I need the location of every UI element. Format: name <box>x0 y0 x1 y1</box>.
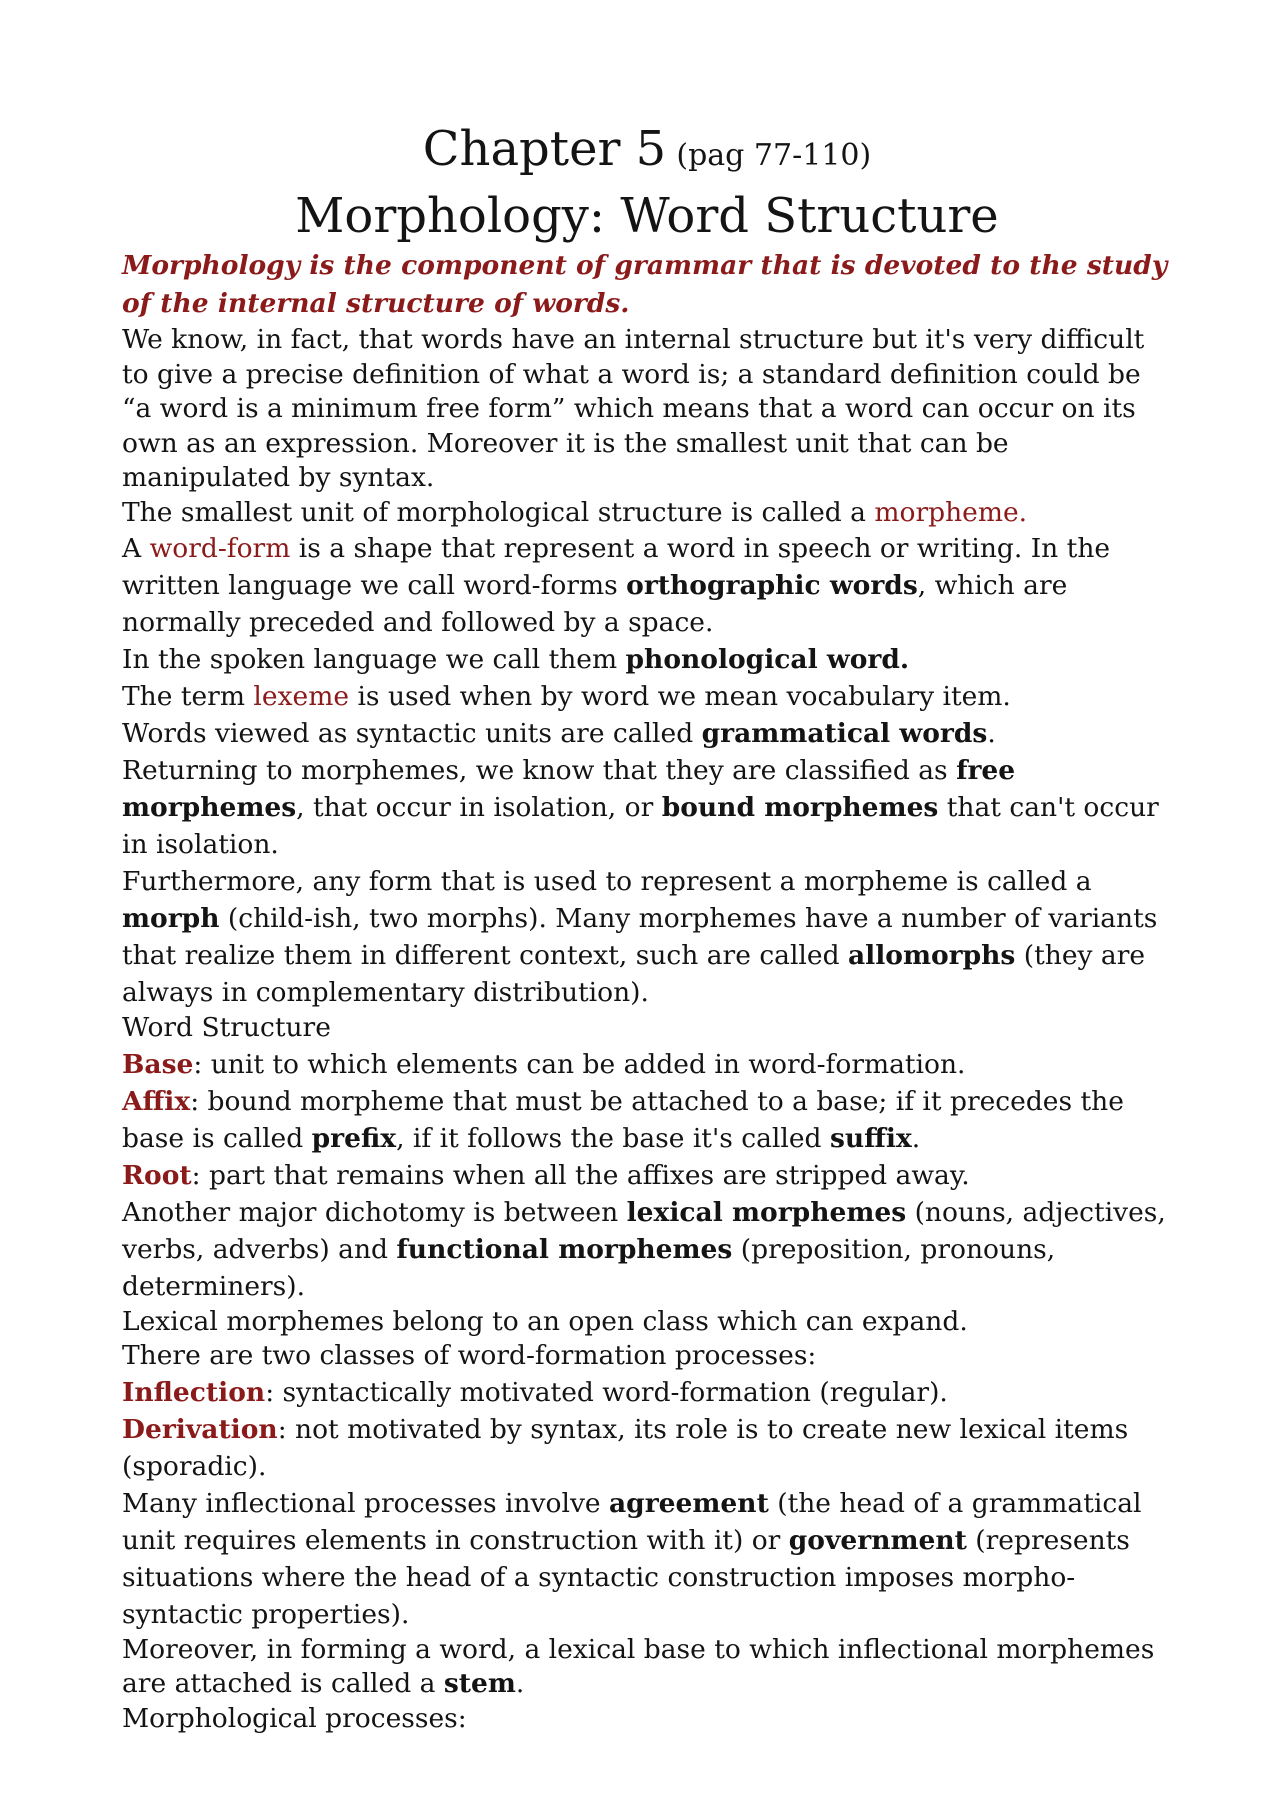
text-span: . <box>515 1668 525 1699</box>
bold-phonological-word: phonological word. <box>625 644 910 675</box>
text-span: Another major dichotomy is between <box>122 1196 627 1228</box>
paragraph-dichotomy <box>122 1194 1172 1305</box>
heading-word-structure: Word Structure <box>122 1012 331 1043</box>
paragraph-word-definition: We know, in fact, that words have an internal structure but it's very difficult to give a precise definition of what a word is; a standard definition could be “a word is a minimum free form” which means that a word can occur on its own as an expression. Moreover it is the smallest unit that can be manipulated by syntax. <box>122 324 1145 493</box>
paragraph-open-class: Lexical morphemes belong to an open class which can expand. <box>122 1305 968 1337</box>
paragraph-morpheme <box>122 496 1172 531</box>
bold-suffix: suffix <box>829 1122 912 1154</box>
text-span: : not motivated by syntax, its role is to create new lexical items (sporadic). <box>122 1413 1129 1482</box>
text-span: , if it follows the base it's called <box>396 1122 830 1154</box>
chapter-title-main: Chapter 5 <box>422 121 667 177</box>
term-word-form: word-form <box>149 533 291 564</box>
text-span: The term <box>122 681 254 712</box>
paragraph-word-form <box>122 530 1172 641</box>
term-lexeme: lexeme <box>253 681 350 712</box>
text-span: (represents situations where the head of a syntactic construction imposes morpho-syntactic properties). <box>122 1524 1130 1630</box>
definition-derivation <box>122 1411 1172 1485</box>
definition-affix <box>122 1083 1172 1157</box>
bold-functional-morphemes: functional morphemes <box>396 1233 733 1265</box>
paragraph-lexeme <box>122 678 1172 715</box>
text-span: that can't occur in isolation. <box>122 792 1159 860</box>
paragraph-phonological <box>122 641 1172 678</box>
bold-agreement: agreement <box>609 1487 769 1519</box>
bold-grammatical-words: grammatical words <box>701 718 988 749</box>
bold-free-morphemes: free morphemes <box>122 755 1016 823</box>
definition-root <box>122 1157 1172 1194</box>
bold-orthographic-words: orthographic words <box>626 570 918 601</box>
paragraph-agreement-government <box>122 1485 1172 1633</box>
bold-lexical-morphemes: lexical morphemes <box>626 1196 907 1228</box>
text-span: (preposition, pronouns, determiners). <box>122 1233 1056 1302</box>
term-base: Base <box>122 1048 194 1080</box>
chapter-title <box>122 118 1172 187</box>
term-root: Root <box>122 1159 192 1191</box>
bold-morph: morph <box>122 903 220 934</box>
bold-prefix: prefix <box>311 1122 397 1154</box>
text-span: . <box>987 718 996 749</box>
term-derivation: Derivation <box>122 1413 278 1445</box>
text-span: is a shape that represent a word in speech or writing. In the written language we call word-forms <box>122 533 1111 601</box>
text-span: (they are always in complementary distribution). <box>122 940 1146 1008</box>
paragraph-morph <box>122 863 1172 1011</box>
bold-government: government <box>788 1524 967 1556</box>
text-span: : syntactically motivated word-formation (regular). <box>265 1376 948 1408</box>
text-span: is used when by word we mean vocabulary item. <box>349 681 1011 712</box>
text-span: Returning to morphemes, we know that they are classified as <box>122 755 957 786</box>
text-span: (the head of a grammatical unit requires elements in construction with it) or <box>122 1487 1142 1556</box>
document-page <box>122 118 1172 1736</box>
paragraph-two-classes: There are two classes of word-formation processes: <box>122 1340 817 1371</box>
paragraph-grammatical-words <box>122 715 1172 752</box>
text-span: : unit to which elements can be added in word-formation. <box>193 1048 966 1080</box>
chapter-title-pages: (pag 77-110) <box>676 138 872 173</box>
intro-definition: Morphology is the component of grammar that is devoted to the study of the internal structure of words. <box>122 250 1168 319</box>
text-span: (nouns, adjectives, verbs, adverbs) and <box>122 1196 1166 1265</box>
definition-inflection <box>122 1374 1172 1411</box>
definition-base <box>122 1046 1172 1083</box>
paragraph-free-bound <box>122 752 1172 863</box>
text-span: , that occur in isolation, or <box>296 792 662 823</box>
paragraph-morphological-processes: Morphological processes: <box>122 1702 467 1734</box>
text-span: Moreover, in forming a word, a lexical base to which inflectional morphemes are attached is called a <box>122 1633 1155 1699</box>
text-span: The smallest unit of morphological structure is called a <box>122 496 875 528</box>
text-span: (child-ish, two morphs). Many morphemes have a number of variants that realize them in different context, such are called <box>122 903 1158 971</box>
term-morpheme: morpheme. <box>874 496 1028 528</box>
text-span: A <box>122 533 150 564</box>
bold-stem: stem <box>443 1668 516 1699</box>
body-text <box>122 323 1172 1736</box>
term-affix: Affix <box>122 1085 191 1117</box>
paragraph-stem <box>122 1633 1172 1702</box>
text-span: Furthermore, any form that is used to represent a morpheme is called a <box>122 866 1092 897</box>
text-span: , which are normally preceded and followed by a space. <box>122 570 1068 638</box>
chapter-subtitle: Morphology: Word Structure <box>295 188 999 244</box>
term-inflection: Inflection <box>122 1376 266 1408</box>
bold-allomorphs: allomorphs <box>847 940 1016 971</box>
text-span: : bound morpheme that must be attached to a base; if it precedes the base is called <box>122 1085 1124 1154</box>
bold-bound-morphemes: bound morphemes <box>661 792 939 823</box>
text-span: Many inflectional processes involve <box>122 1487 610 1519</box>
text-span: In the spoken language we call them <box>122 644 626 675</box>
text-span: : part that remains when all the affixes are stripped away. <box>191 1159 970 1191</box>
text-span: Words viewed as syntactic units are called <box>122 718 702 749</box>
text-span: . <box>911 1122 921 1154</box>
